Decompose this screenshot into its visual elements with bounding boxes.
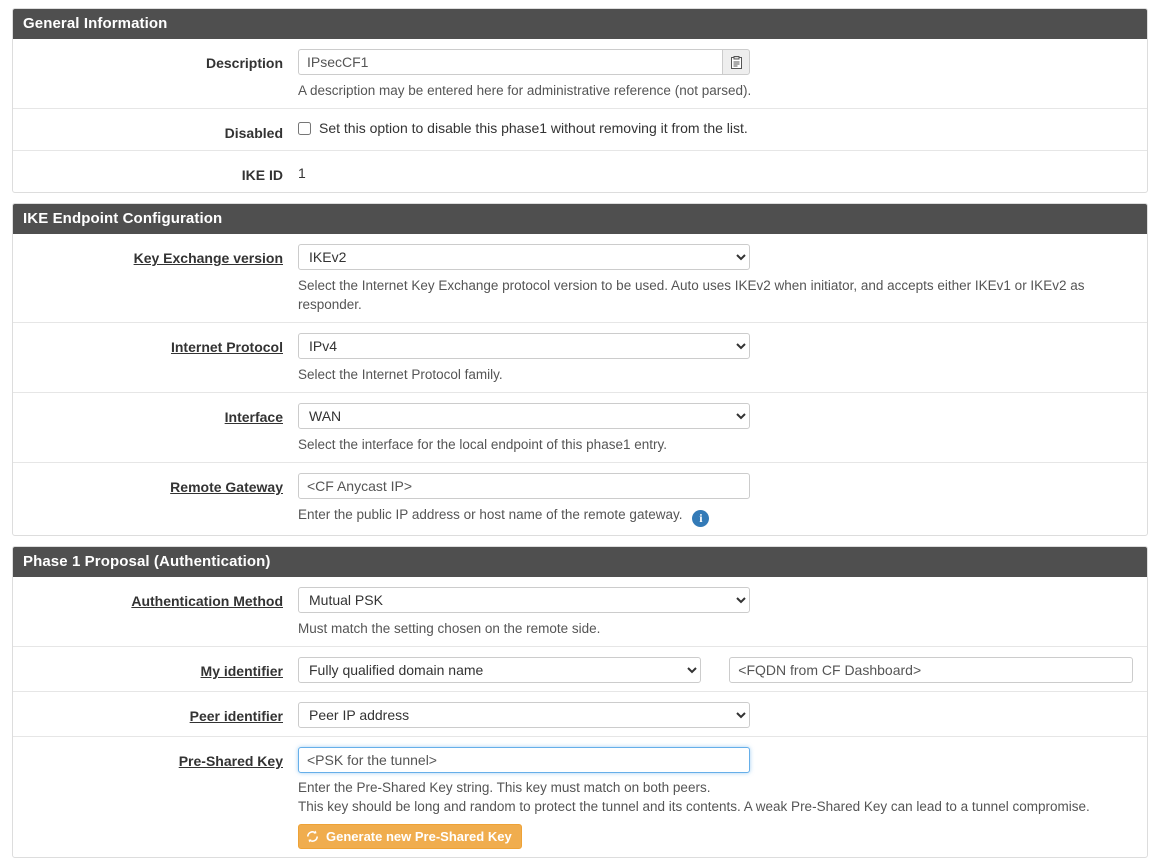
label-disabled: Disabled [224, 125, 283, 141]
label-my-identifier: My identifier [200, 663, 283, 679]
peer-identifier-type-select[interactable] [298, 702, 750, 728]
row-authentication-method [13, 577, 1147, 647]
fields-pre-shared-key [298, 747, 1147, 849]
fields-internet-protocol [298, 333, 1147, 384]
key-exchange-version-select[interactable] [298, 244, 750, 270]
interface-select[interactable] [298, 403, 750, 429]
row-pre-shared-key [13, 737, 1147, 857]
label-description: Description [205, 55, 283, 71]
internet-protocol-select[interactable] [298, 333, 750, 359]
help-internet-protocol: Select the Internet Protocol family. [298, 367, 503, 382]
remote-gateway-input[interactable] [298, 473, 750, 499]
fields-disabled [298, 119, 1147, 137]
fields-interface [298, 403, 1147, 454]
fields-remote-gateway [298, 473, 1147, 527]
disabled-checkbox-row[interactable] [298, 119, 1133, 137]
label-key-exchange-version: Key Exchange version [133, 250, 283, 266]
help-remote-gateway [298, 505, 1133, 527]
panel-heading-phase1-proposal: Phase 1 Proposal (Authentication) [13, 547, 1147, 577]
clipboard-icon[interactable] [722, 49, 750, 75]
fields-my-identifier [298, 657, 1147, 683]
panel-heading-ike-endpoint-configuration: IKE Endpoint Configuration [13, 204, 1147, 234]
info-icon[interactable]: i [692, 510, 709, 527]
row-peer-identifier [13, 692, 1147, 737]
description-input[interactable] [298, 49, 722, 75]
generate-psk-button[interactable] [298, 824, 522, 849]
recycle-icon [305, 829, 320, 844]
row-internet-protocol [13, 323, 1147, 393]
generate-psk-button-label: Generate new Pre-Shared Key [326, 829, 512, 844]
row-my-identifier [13, 647, 1147, 692]
pre-shared-key-input[interactable] [298, 747, 750, 773]
panel-body-ike-endpoint-configuration [13, 234, 1147, 535]
authentication-method-select[interactable] [298, 587, 750, 613]
fields-key-exchange-version [298, 244, 1147, 314]
fields-description [298, 49, 1147, 100]
help-description: A description may be entered here for administrative reference (not parsed). [298, 83, 752, 98]
my-identifier-value-input[interactable] [729, 657, 1133, 683]
help-key-exchange-version: Select the Internet Key Exchange protocol version to be used. Auto uses IKEv2 when initiator, and accepts either IKEv1 or IKEv2 as responder. [298, 278, 1085, 312]
row-key-exchange-version [13, 234, 1147, 323]
help-authentication-method: Must match the setting chosen on the remote side. [298, 621, 601, 636]
row-ike-id [13, 151, 1147, 192]
ike-id-value: 1 [298, 165, 306, 181]
help-pre-shared-key-line1: Enter the Pre-Shared Key string. This key must match on both peers. [298, 780, 711, 795]
label-authentication-method: Authentication Method [131, 593, 283, 609]
panel-ike-endpoint-configuration [12, 203, 1148, 536]
row-description [13, 39, 1147, 109]
row-interface [13, 393, 1147, 463]
help-pre-shared-key [298, 778, 1133, 816]
panel-body-general-information [13, 39, 1147, 192]
my-identifier-group [298, 657, 1133, 683]
fields-peer-identifier [298, 702, 1147, 728]
disabled-checkbox[interactable] [298, 122, 311, 135]
fields-ike-id [298, 161, 1147, 181]
row-remote-gateway [13, 463, 1147, 535]
help-remote-gateway-text: Enter the public IP address or host name of the remote gateway. [298, 507, 683, 522]
panel-phase1-proposal [12, 546, 1148, 858]
label-interface: Interface [224, 409, 283, 425]
my-identifier-type-select[interactable] [298, 657, 701, 683]
help-pre-shared-key-line2: This key should be long and random to protect the tunnel and its contents. A weak Pre-Shared Key can lead to a tunnel compromise. [298, 799, 1090, 814]
fields-authentication-method [298, 587, 1147, 638]
row-disabled [13, 109, 1147, 151]
panel-general-information [12, 8, 1148, 193]
label-remote-gateway: Remote Gateway [170, 479, 283, 495]
panel-body-phase1-proposal [13, 577, 1147, 857]
label-peer-identifier: Peer identifier [189, 708, 283, 724]
disabled-checkbox-label: Set this option to disable this phase1 without removing it from the list. [319, 120, 748, 136]
help-interface: Select the interface for the local endpoint of this phase1 entry. [298, 437, 667, 452]
label-ike-id: IKE ID [241, 167, 283, 183]
description-input-group [298, 49, 750, 75]
label-pre-shared-key: Pre-Shared Key [178, 753, 283, 769]
label-internet-protocol: Internet Protocol [170, 339, 283, 355]
panel-heading-general-information: General Information [13, 9, 1147, 39]
